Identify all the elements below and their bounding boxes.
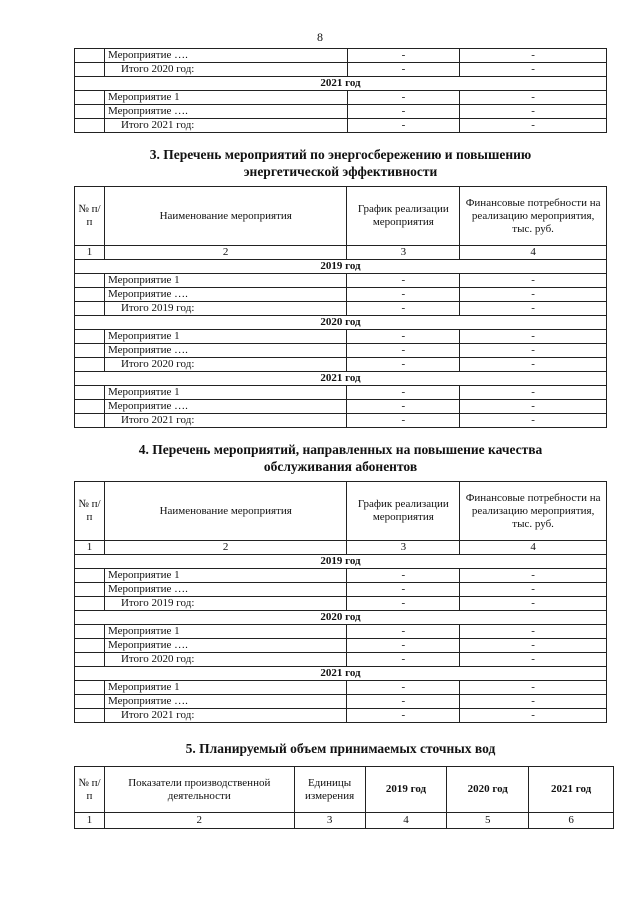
row-name-cell: Итого 2019 год: <box>104 302 346 316</box>
row-number-cell <box>75 358 105 372</box>
row-name-cell: Итого 2019 год: <box>104 597 346 611</box>
row-name-cell: Итого 2021 год: <box>104 709 346 723</box>
row-name-cell: Итого 2020 год: <box>104 653 346 667</box>
row-number-cell <box>75 639 105 653</box>
row-number-cell <box>75 569 105 583</box>
row-name-cell: Итого 2021 год: <box>104 119 347 133</box>
col-number: 6 <box>529 813 614 829</box>
header-indicators: Показатели производственной деятельности <box>104 767 294 813</box>
row-number-cell <box>75 302 105 316</box>
table-row <box>75 400 607 414</box>
col-number: 4 <box>460 541 607 555</box>
column-number-row <box>75 246 607 260</box>
year-label: 2021 год <box>75 372 607 386</box>
row-finance-cell: - <box>460 709 607 723</box>
year-label: 2020 год <box>75 611 607 625</box>
header-name: Наименование мероприятия <box>104 187 346 246</box>
row-name-cell: Мероприятие 1 <box>104 386 346 400</box>
header-schedule: График реализации мероприятия <box>347 187 460 246</box>
table-row <box>75 344 607 358</box>
row-number-cell <box>75 709 105 723</box>
row-schedule-cell: - <box>347 639 460 653</box>
row-finance-cell: - <box>460 681 607 695</box>
section-4-title <box>74 441 607 475</box>
row-name-cell: Мероприятие …. <box>104 105 347 119</box>
section-3-title-line1: 3. Перечень мероприятий по энергосбережению и повышению <box>149 147 532 162</box>
row-name-cell: Мероприятие 1 <box>104 569 346 583</box>
table-row <box>75 274 607 288</box>
row-schedule-cell: - <box>347 583 460 597</box>
header-year-2021: 2021 год <box>529 767 614 813</box>
row-finance-cell: - <box>460 386 607 400</box>
row-finance-cell: - <box>460 344 607 358</box>
section-4-title-line2: обслуживания абонентов <box>263 459 418 474</box>
row-schedule-cell: - <box>347 330 460 344</box>
row-finance-cell: - <box>460 63 607 77</box>
row-schedule-cell: - <box>347 414 460 428</box>
row-number-cell <box>75 91 105 105</box>
table-row <box>75 91 607 105</box>
section-3-title <box>74 146 607 180</box>
section-3-table <box>74 186 607 428</box>
row-schedule-cell: - <box>347 119 460 133</box>
year-label: 2020 год <box>75 316 607 330</box>
row-number-cell <box>75 681 105 695</box>
column-number-row <box>75 541 607 555</box>
row-name-cell: Мероприятие …. <box>104 639 346 653</box>
row-schedule-cell: - <box>347 569 460 583</box>
row-finance-cell: - <box>460 330 607 344</box>
row-schedule-cell: - <box>347 91 460 105</box>
header-finance: Финансовые потребности на реализацию мероприятия, тыс. руб. <box>460 187 607 246</box>
row-number-cell <box>75 400 105 414</box>
page-number: 8 <box>317 30 323 44</box>
header-num: № п/п <box>75 187 105 246</box>
row-name-cell: Мероприятие …. <box>104 49 347 63</box>
row-name-cell: Итого 2021 год: <box>104 414 346 428</box>
table-row <box>75 330 607 344</box>
table-row <box>75 288 607 302</box>
row-number-cell <box>75 119 105 133</box>
row-name-cell: Итого 2020 год: <box>104 358 346 372</box>
row-name-cell: Мероприятие 1 <box>104 681 346 695</box>
row-number-cell <box>75 653 105 667</box>
row-schedule-cell: - <box>347 358 460 372</box>
table-row <box>75 119 607 133</box>
col-number: 5 <box>447 813 529 829</box>
row-finance-cell: - <box>460 400 607 414</box>
row-finance-cell: - <box>460 274 607 288</box>
row-name-cell: Итого 2020 год: <box>104 63 347 77</box>
row-finance-cell: - <box>460 597 607 611</box>
row-finance-cell: - <box>460 414 607 428</box>
row-finance-cell: - <box>460 695 607 709</box>
header-num: № п/п <box>75 767 105 813</box>
year-label: 2021 год <box>75 667 607 681</box>
table-row <box>75 414 607 428</box>
row-name-cell: Мероприятие …. <box>104 288 346 302</box>
row-schedule-cell: - <box>347 625 460 639</box>
row-finance-cell: - <box>460 119 607 133</box>
row-number-cell <box>75 49 105 63</box>
col-number: 2 <box>104 813 294 829</box>
table-row <box>75 709 607 723</box>
row-number-cell <box>75 105 105 119</box>
row-finance-cell: - <box>460 358 607 372</box>
section-4-title-line1: 4. Перечень мероприятий, направленных на повышение качества <box>138 442 543 457</box>
header-schedule: График реализации мероприятия <box>347 482 460 541</box>
col-number: 4 <box>365 813 447 829</box>
table-row <box>75 105 607 119</box>
header-year-2019: 2019 год <box>365 767 447 813</box>
row-number-cell <box>75 625 105 639</box>
row-schedule-cell: - <box>347 63 460 77</box>
continuation-table <box>74 48 607 133</box>
header-num: № п/п <box>75 482 105 541</box>
row-finance-cell: - <box>460 653 607 667</box>
table-row <box>75 63 607 77</box>
year-row <box>75 611 607 625</box>
year-label: 2019 год <box>75 260 607 274</box>
row-schedule-cell: - <box>347 597 460 611</box>
row-schedule-cell: - <box>347 386 460 400</box>
row-schedule-cell: - <box>347 709 460 723</box>
row-number-cell <box>75 597 105 611</box>
row-schedule-cell: - <box>347 400 460 414</box>
header-row <box>75 767 614 813</box>
row-schedule-cell: - <box>347 681 460 695</box>
row-number-cell <box>75 695 105 709</box>
row-finance-cell: - <box>460 583 607 597</box>
row-finance-cell: - <box>460 288 607 302</box>
section-5-title: 5. Планируемый объем принимаемых сточных вод <box>185 741 496 756</box>
col-number: 3 <box>294 813 365 829</box>
header-row <box>75 187 607 246</box>
row-schedule-cell: - <box>347 653 460 667</box>
header-row <box>75 482 607 541</box>
row-schedule-cell: - <box>347 49 460 63</box>
row-finance-cell: - <box>460 625 607 639</box>
year-label: 2021 год <box>75 77 607 91</box>
section-4-table <box>74 481 607 723</box>
row-number-cell <box>75 583 105 597</box>
col-number: 2 <box>104 246 346 260</box>
header-year-2020: 2020 год <box>447 767 529 813</box>
row-name-cell: Мероприятие …. <box>104 583 346 597</box>
header-name: Наименование мероприятия <box>104 482 346 541</box>
row-schedule-cell: - <box>347 302 460 316</box>
table-row <box>75 569 607 583</box>
col-number: 4 <box>460 246 607 260</box>
row-schedule-cell: - <box>347 274 460 288</box>
row-number-cell <box>75 386 105 400</box>
row-name-cell: Мероприятие …. <box>104 400 346 414</box>
row-schedule-cell: - <box>347 288 460 302</box>
col-number: 3 <box>347 246 460 260</box>
table-row <box>75 625 607 639</box>
row-finance-cell: - <box>460 105 607 119</box>
row-name-cell: Мероприятие 1 <box>104 330 346 344</box>
row-number-cell <box>75 344 105 358</box>
header-units: Единицы измерения <box>294 767 365 813</box>
row-name-cell: Мероприятие 1 <box>104 91 347 105</box>
row-schedule-cell: - <box>347 344 460 358</box>
year-row <box>75 260 607 274</box>
row-schedule-cell: - <box>347 105 460 119</box>
column-number-row <box>75 813 614 829</box>
col-number: 2 <box>104 541 346 555</box>
table-row <box>75 583 607 597</box>
header-finance: Финансовые потребности на реализацию мероприятия, тыс. руб. <box>460 482 607 541</box>
table-row <box>75 597 607 611</box>
year-label: 2019 год <box>75 555 607 569</box>
row-finance-cell: - <box>460 639 607 653</box>
row-schedule-cell: - <box>347 695 460 709</box>
row-number-cell <box>75 63 105 77</box>
row-number-cell <box>75 288 105 302</box>
section-5-table <box>74 766 614 829</box>
year-row <box>75 372 607 386</box>
col-number: 1 <box>75 813 105 829</box>
table-row <box>75 49 607 63</box>
row-finance-cell: - <box>460 49 607 63</box>
row-finance-cell: - <box>460 91 607 105</box>
table-row <box>75 681 607 695</box>
row-name-cell: Мероприятие 1 <box>104 625 346 639</box>
row-name-cell: Мероприятие 1 <box>104 274 346 288</box>
table-row <box>75 695 607 709</box>
col-number: 3 <box>347 541 460 555</box>
row-finance-cell: - <box>460 569 607 583</box>
year-row <box>75 555 607 569</box>
row-finance-cell: - <box>460 302 607 316</box>
row-number-cell <box>75 414 105 428</box>
table-row <box>75 358 607 372</box>
table-row <box>75 386 607 400</box>
row-number-cell <box>75 330 105 344</box>
table-row <box>75 639 607 653</box>
col-number: 1 <box>75 246 105 260</box>
row-name-cell: Мероприятие …. <box>104 344 346 358</box>
section-3-title-line2: энергетической эффективности <box>243 164 438 179</box>
year-row <box>75 77 607 91</box>
row-number-cell <box>75 274 105 288</box>
year-row <box>75 667 607 681</box>
table-row <box>75 653 607 667</box>
col-number: 1 <box>75 541 105 555</box>
row-name-cell: Мероприятие …. <box>104 695 346 709</box>
year-row <box>75 316 607 330</box>
table-row <box>75 302 607 316</box>
